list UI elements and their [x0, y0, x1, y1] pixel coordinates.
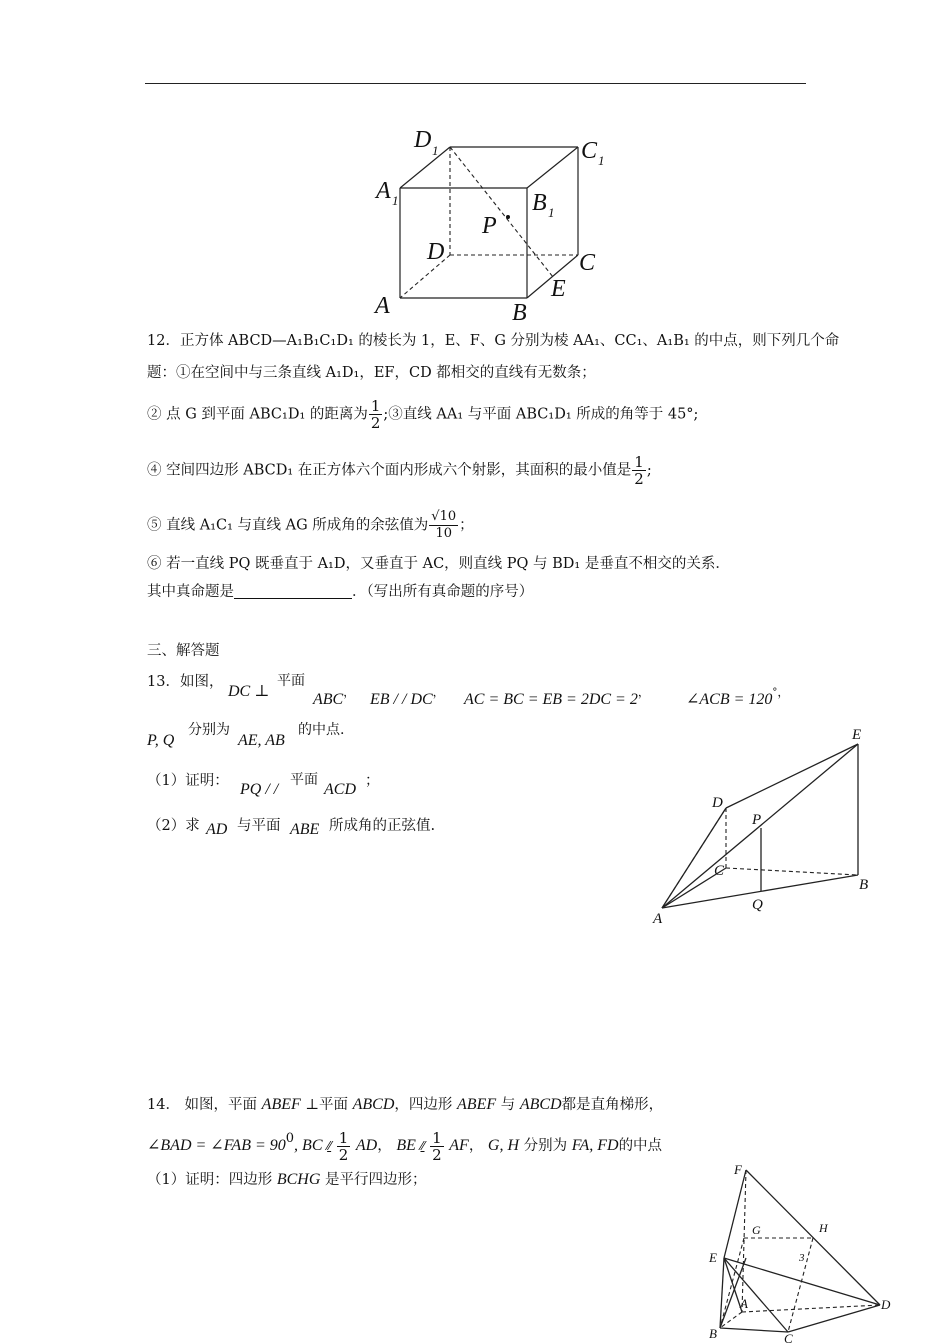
q12-item5-text-a: ⑤ 直线 A₁C₁ 与直线 AG 所成角的余弦值为 [147, 517, 429, 534]
point-p-dot [506, 215, 510, 219]
fig13-label-q: Q [752, 897, 763, 913]
cube-edge [400, 147, 450, 188]
half-fraction: $\frac{1}{2}$ [338, 1128, 349, 1164]
fig13-label-b: B [859, 877, 869, 893]
q13-cond-c: EB / / DC， [370, 685, 445, 708]
q14-part1: （1）证明：四边形 BCHG 是平行四边形； [147, 1171, 427, 1188]
q13-mid: 的中点. [298, 722, 345, 738]
parallel-equal-sign: ⁄⁄ [327, 1139, 332, 1153]
q12-item2 [147, 398, 698, 431]
label-d1: D [414, 127, 432, 153]
q14-line2: ∠BAD = ∠FAB = 900, BC ⁄⁄ $\frac{1}{2}$ AD， BE ⁄⁄ $\frac{1}{2}$ AF， G, H 分别为 FA, FD的中点 [147, 1128, 663, 1164]
q13-part1-acd: ACD [324, 781, 356, 798]
q12-item4 [147, 454, 652, 487]
section-title: 三、解答题 [147, 643, 220, 659]
half-fraction: $\frac{1}{2}$ [634, 453, 644, 488]
q13-part2-ad: AD [206, 821, 228, 838]
q13-part1-plane: 平面 [290, 772, 318, 788]
q13-cond-plane: 平面 [277, 673, 305, 689]
label-p: P [482, 213, 497, 239]
fig14-label-f: F [734, 1162, 742, 1177]
q12-item2-text-b: ;③直线 AA₁ 与平面 ABC₁D₁ 所成的角等于 45°; [383, 406, 699, 423]
label-b1-sub: 1 [548, 205, 555, 220]
fig14-label-d: D [881, 1297, 891, 1312]
q13-num: 13．如图， [147, 674, 224, 690]
q13-cond-b: ABC， [313, 685, 356, 708]
header-rule [145, 83, 806, 84]
q13-cond-e: ∠ACB = 120°， [686, 685, 790, 708]
fig14-label-a: A [740, 1296, 748, 1311]
q13-part2-plane: 与平面 [237, 818, 281, 834]
q12-answer-text-b: ．（写出所有真命题的序号） [352, 584, 534, 600]
q12-item2-text-a: ② 点 G 到平面 ABC₁D₁ 的距离为 [147, 406, 368, 423]
label-a1: A [376, 178, 391, 204]
label-d1-sub: 1 [432, 143, 439, 158]
label-a: A [375, 293, 390, 319]
fig13-label-a: A [653, 911, 663, 927]
q13-part1-pq: PQ / / [240, 781, 279, 798]
fig14-label-three: 3 [799, 1252, 805, 1264]
fig14-edge [724, 1258, 788, 1332]
label-d: D [427, 239, 445, 265]
q12-item5 [147, 509, 474, 542]
fig14-label-e: E [709, 1250, 717, 1265]
q13-line2: P, Q [147, 732, 175, 749]
fig13-figure [648, 725, 888, 930]
label-b: B [512, 300, 527, 326]
q12-line1: 12．正方体 ABCD—A₁B₁C₁D₁ 的棱长为 1，E、F、G 分别为棱 AA₁、CC₁、A₁B₁ 的中点，则下列几个命 [147, 333, 840, 349]
fig14-label-h: H [819, 1221, 828, 1235]
q12-answer [147, 582, 533, 602]
q12-item6: ⑥ 若一直线 PQ 既垂直于 A₁D，又垂直于 AC，则直线 PQ 与 BD₁ 是垂直不相交的关系． [147, 556, 730, 572]
label-b1: B [532, 190, 547, 216]
fig13-hidden-edge [726, 868, 858, 875]
q13-part2: （2）求 [147, 818, 200, 834]
cube-figure [370, 125, 630, 325]
label-a1-sub: 1 [392, 193, 399, 208]
sqrt10-fraction: $\frac{√10}{10}$ [431, 509, 457, 541]
fig13-hidden-edge [662, 808, 726, 908]
fig14-label-c: C [784, 1331, 793, 1344]
fig14-label-b: B [709, 1326, 717, 1341]
fig14-label-g: G [752, 1223, 761, 1237]
q13-part2-abe: ABE [290, 821, 320, 838]
q13-cond-d: AC = BC = EB = 2DC = 2， [464, 685, 650, 708]
q13-cond-a: DC ⊥ [228, 683, 270, 700]
q13-part1: （1）证明： [147, 773, 229, 789]
q14-line1: 14． 如图，平面 ABEF ⊥平面 ABCD，四边形 ABEF 与 ABCD都是直角梯形， [147, 1096, 664, 1113]
q13-fenbie: 分别为 [188, 722, 230, 738]
parallel-equal-sign: ⁄⁄ [420, 1139, 425, 1153]
q13-part1-end: ； [365, 773, 380, 789]
label-c: C [579, 250, 596, 276]
cube-edge [527, 147, 578, 188]
half-fraction: $\frac{1}{2}$ [370, 397, 381, 432]
q12-line2: 题：①在空间中与三条直线 A₁D₁，EF，CD 都相交的直线有无数条； [147, 365, 596, 381]
label-c1-sub: 1 [598, 153, 605, 168]
fig14-hidden-edge [742, 1170, 746, 1312]
half-fraction: $\frac{1}{2}$ [432, 1128, 442, 1164]
fig13-label-e: E [852, 727, 862, 743]
q12-item4-text-a: ④ 空间四边形 ABCD₁ 在正方体六个面内形成六个射影，其面积的最小值是 [147, 462, 632, 479]
q13-line1 [147, 672, 223, 692]
fig13-label-d: D [712, 795, 723, 811]
answer-blank[interactable] [234, 584, 352, 599]
q13-aeab: AE, AB [238, 732, 285, 749]
q12-item5-text-b: ； [459, 517, 474, 534]
q12-answer-text-a: 其中真命题是 [147, 584, 234, 600]
label-e: E [551, 276, 566, 302]
q12-item4-text-b: ; [646, 462, 652, 479]
label-c1: C [581, 138, 598, 164]
fig14-edge [724, 1170, 746, 1258]
q13-part2-end: 所成角的正弦值. [329, 818, 436, 834]
fig14-edge [720, 1328, 788, 1332]
fig14-figure [700, 1160, 900, 1344]
fig13-label-p: P [752, 812, 762, 828]
fig13-label-c: C [714, 863, 725, 879]
